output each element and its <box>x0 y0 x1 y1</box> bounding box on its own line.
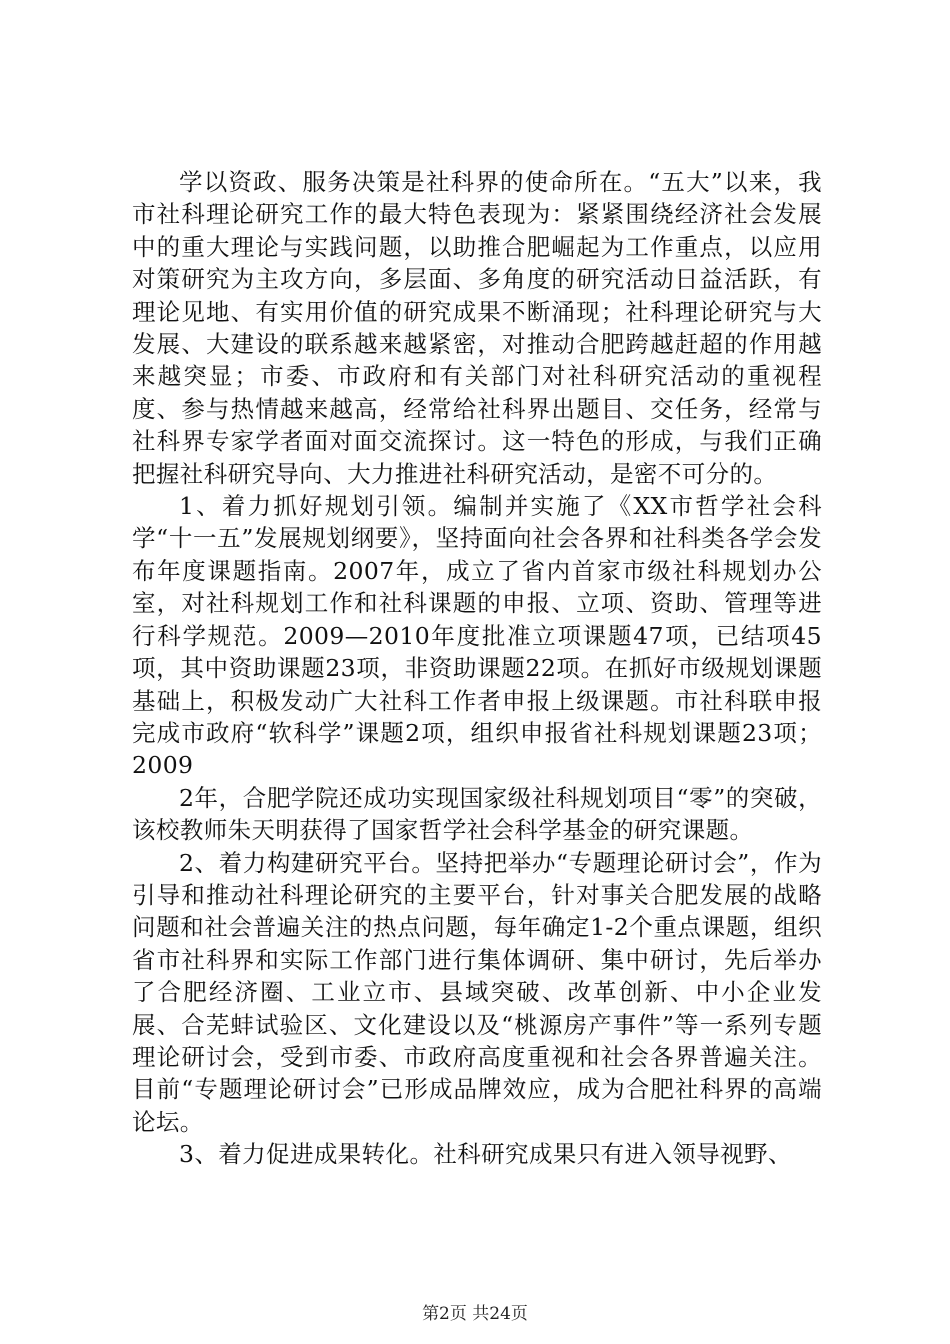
paragraph-planning: 1、着力抓好规划引领。编制并实施了《XX市哲学社会科学“十一五”发展规划纲要》，坚持面向社会各界和社科类各学会发布年度课题指南。2007年，成立了省内首家市级社科规划办公室，对社科规划工作和社科课题的申报、立项、资助、管理等进行科学规范。2009—2010年度批准立项课题47项，已结项45项，其中资助课题23项，非资助课题22项。在抓好市级规划课题基础上，积极发动广大社科工作者申报上级课题。市社科联申报完成市政府“软科学”课题2项，组织申报省社科规划课题23项；2009 <box>132 492 822 780</box>
page-footer <box>0 1299 950 1324</box>
document-body <box>132 166 822 1171</box>
paragraph-result-transformation: 3、着力促进成果转化。社科研究成果只有进入领导视野、 <box>179 1140 792 1169</box>
page-number-label: 第2页 共24页 <box>422 1304 528 1324</box>
paragraph-intro: 学以资政、服务决策是社科界的使命所在。“五大”以来，我市社科理论研究工作的最大特色表现为：紧紧围绕经济社会发展中的重大理论与实践问题，以助推合肥崛起为工作重点，以应用对策研究为主攻方向，多层面、多角度的研究活动日益活跃，有理论见地、有实用价值的研究成果不断涌现；社科理论研究与大发展、大建设的联系越来越紧密，对推动合肥跨越赶超的作用越来越突显；市委、市政府和有关部门对社科研究活动的重视程度、参与热情越来越高，经常给社科界出题目、交任务，经常与社科界专家学者面对面交流探讨。这一特色的形成，与我们正确把握社科研究导向、大力推进社科研究活动，是密不可分的。 <box>132 168 822 488</box>
paragraph-planning-continued: 2年，合肥学院还成功实现国家级社科规划项目“零”的突破，该校教师朱天明获得了国家哲学社会科学基金的研究课题。 <box>132 783 822 845</box>
paragraph-research-platform: 2、着力构建研究平台。坚持把举办“专题理论研讨会”，作为引导和推动社科理论研究的主要平台，针对事关合肥发展的战略问题和社会普遍关注的热点问题，每年确定1-2个重点课题，组织省市社科界和实际工作部门进行集体调研、集中研讨，先后举办了合肥经济圈、工业立市、县域突破、改革创新、中小企业发展、合芜蚌试验区、文化建设以及“桃源房产事件”等一系列专题理论研讨会，受到市委、市政府高度重视和社会各界普遍关注。目前“专题理论研讨会”已形成品牌效应，成为合肥社科界的高端论坛。 <box>132 848 822 1136</box>
